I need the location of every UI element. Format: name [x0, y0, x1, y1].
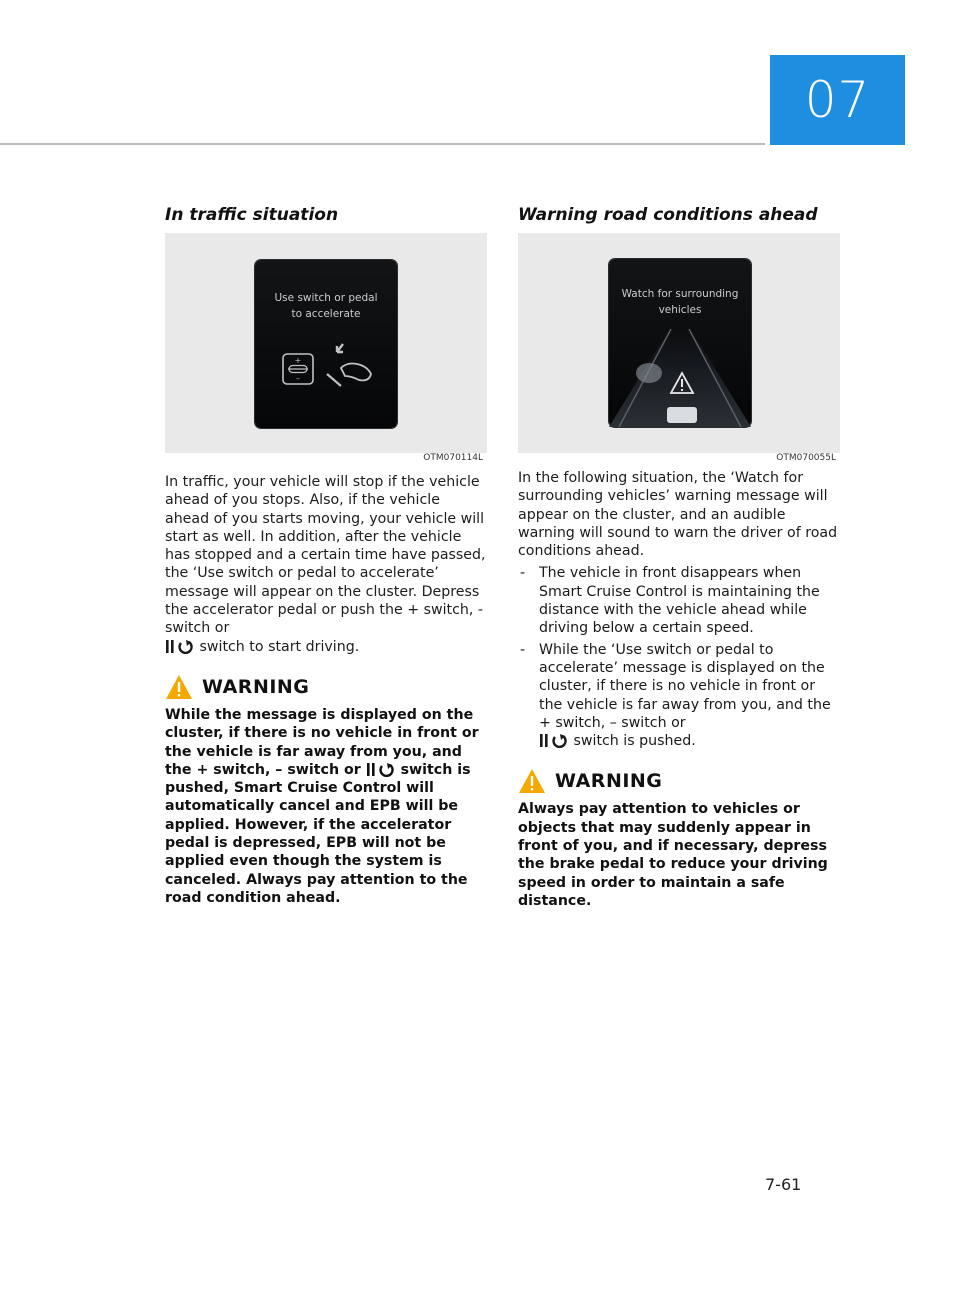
cluster-message-line1: Watch for surrounding	[621, 288, 739, 300]
list-item-text-end: switch is pushed.	[569, 733, 696, 750]
warning-triangle-icon	[518, 768, 546, 794]
warning-body-right: Always pay attention to vehicles or objects that may suddenly appear in front of you, and if necessary, depress the brake pedal to reduce your driving speed in order to maintain a safe distance.	[518, 801, 828, 909]
cluster-message-line1: Use switch or pedal	[274, 292, 378, 304]
svg-text:–: –	[296, 374, 300, 383]
page-number: 7-61	[765, 1175, 802, 1194]
warning-heading-left	[165, 674, 487, 700]
pause-resume-switch-icon	[539, 733, 569, 748]
list-item-text: The vehicle in front disappears when Smart Cruise Control is maintaining the distance with the vehicle ahead while driving below a certain speed.	[539, 565, 820, 637]
cluster-message-line2: vehicles	[658, 304, 702, 316]
cluster-message-line2: to accelerate	[291, 308, 361, 320]
list-item	[518, 564, 840, 637]
list-item-text: While the ‘Use switch or pedal to accelerate’ message is displayed on the cluster, if there is no vehicle in front or the vehicle is far away from you, and the + switch, – switch or	[539, 641, 831, 731]
pause-resume-switch-icon	[165, 639, 195, 654]
pause-resume-switch-icon	[366, 762, 396, 777]
hazard-triangle-icon	[669, 371, 695, 395]
warning-heading-right	[518, 768, 840, 794]
figure-code: OTM070055L	[776, 453, 836, 463]
figure-code: OTM070114L	[423, 453, 483, 463]
svg-text:+: +	[294, 356, 302, 365]
foot-pedal-icon	[323, 340, 379, 390]
header-rule	[0, 143, 765, 145]
condition-list	[518, 564, 840, 750]
cluster-screen	[255, 260, 397, 428]
list-dash: -	[520, 641, 526, 658]
traffic-paragraph-end: switch to start driving.	[195, 638, 360, 655]
section-heading-road-conditions: Warning road conditions ahead	[518, 205, 818, 225]
road-intro-paragraph: In the following situation, the ‘Watch for surrounding vehicles’ warning message will appear on the cluster, and an audible warning will sound to warn the driver of road conditions ahead.	[518, 470, 838, 560]
cluster-figure-traffic	[165, 233, 487, 453]
cluster-message	[255, 290, 397, 322]
section-heading-traffic: In traffic situation	[165, 205, 339, 225]
cluster-screen	[609, 259, 751, 427]
right-column	[518, 205, 840, 910]
warning-body-left	[165, 706, 487, 907]
traffic-paragraph-text: In traffic, your vehicle will stop if the vehicle ahead of you stops. Also, if the vehicle ahead of you starts moving, your vehicle will start as well. In addition, after the vehicle has stopped and a certain time have passed, the ‘Use switch or pedal to accelerate’ message will appear on the cluster. Depress the accelerator pedal or push the + switch, - switch or	[165, 474, 486, 637]
warning-title: WARNING	[202, 675, 310, 698]
left-column	[165, 205, 487, 907]
plus-minus-switch-icon	[281, 352, 315, 386]
cluster-message	[609, 286, 751, 318]
warning-title: WARNING	[555, 770, 663, 793]
cluster-figure-road	[518, 233, 840, 453]
warning-triangle-icon	[165, 674, 193, 700]
list-item	[518, 641, 840, 751]
warning-body-text: While the message is displayed on the cluster, if there is no vehicle in front or the vehicle is far away from you, and the + switch, – switch or	[165, 706, 479, 778]
warning-body-text-end: switch is pushed, Smart Cruise Control will automatically cancel and EPB will be applied. However, if the accelerator pedal is depressed, EPB will not be applied even though the system is canceled. Always pay attention to the road condition ahead.	[165, 761, 471, 906]
traffic-paragraph	[165, 473, 487, 656]
chapter-tab: 07	[770, 55, 905, 145]
list-dash: -	[520, 565, 526, 582]
